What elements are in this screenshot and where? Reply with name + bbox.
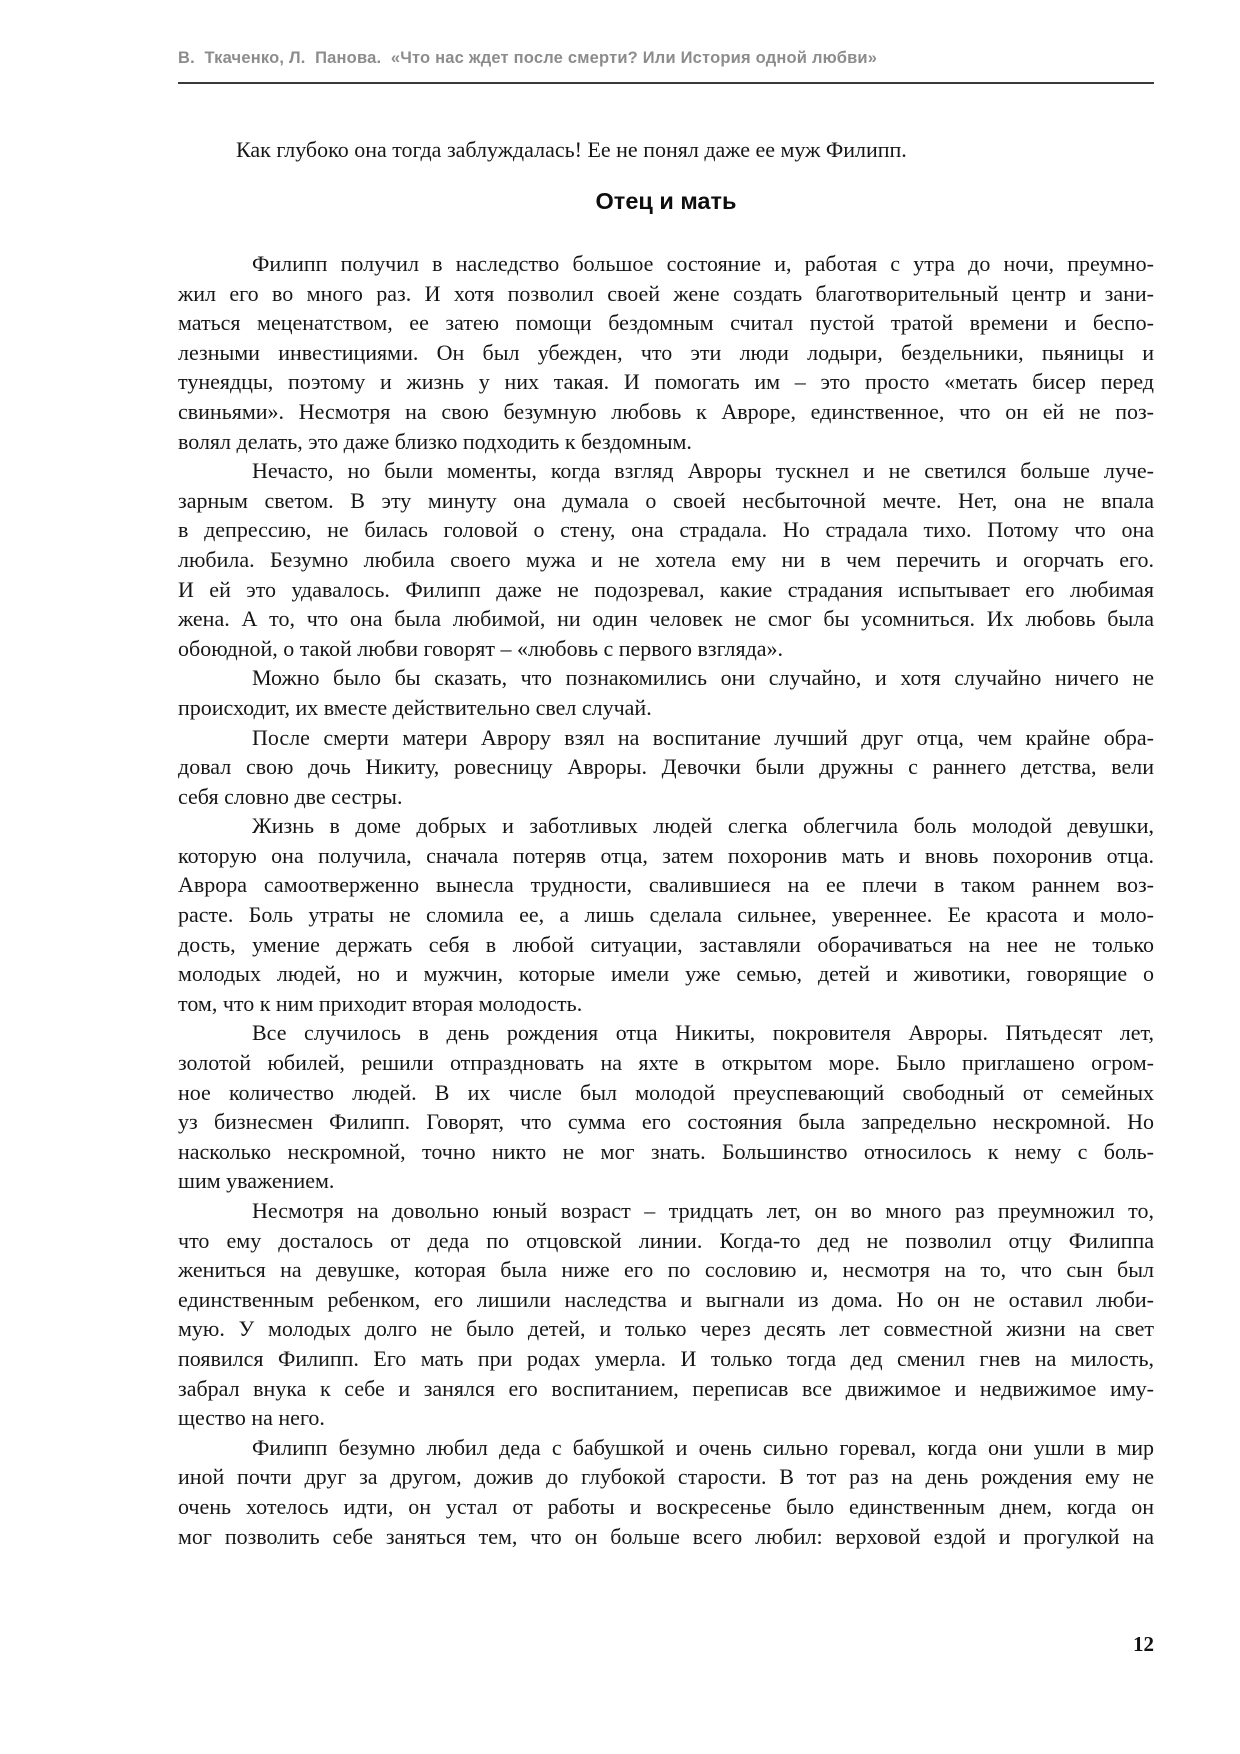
text-line: мую. У молодых долго не было детей, и только через десять лет совместной жизни на свет	[178, 1316, 1154, 1342]
text-block	[178, 0, 1154, 1551]
text-line: шим уважением.	[178, 1168, 335, 1194]
text-line: уз бизнесмен Филипп. Говорят, что сумма его состояния была запредельно нескромной. Но	[178, 1109, 1154, 1135]
text-line: Несмотря на довольно юный возраст – тридцать лет, он во много раз преумножил то,	[252, 1198, 1154, 1223]
paragraph	[178, 1196, 1154, 1433]
text-line: забрал внука к себе и занялся его воспитанием, переписав все движимое и недвижимое иму-	[178, 1375, 1154, 1401]
text-line: Все случилось в день рождения отца Никиты, покровителя Авроры. Пятьдесят лет,	[252, 1020, 1154, 1046]
text-line: довал свою дочь Никиту, ровесницу Авроры. Девочки были дружны с раннего детства, вели	[178, 754, 1154, 780]
body-text	[178, 249, 1154, 1551]
section-heading: Отец и мать	[595, 188, 737, 214]
text-line: маться меценатством, ее затею помощи бездомным считал пустой тратой времени и беспо-	[178, 310, 1154, 336]
text-line: Жизнь в доме добрых и заботливых людей слегка облегчила боль молодой девушки,	[252, 813, 1154, 839]
text-line: себя словно две сестры.	[178, 783, 403, 809]
text-line: которую она получила, сначала потеряв отца, затем похоронив мать и вновь похоронив отца.	[178, 842, 1154, 868]
text-line: жил его во много раз. И хотя позволил своей жене создать благотворительный центр и зани-	[178, 280, 1154, 306]
text-line: волял делать, это даже близко подходить к бездомным.	[178, 428, 692, 454]
text-line: дость, умение держать себя в любой ситуации, заставляли оборачиваться на нее не только	[178, 931, 1154, 957]
text-line: очень хотелось идти, он устал от работы и воскресенье было единственным днем, когда он	[178, 1493, 1154, 1519]
text-line: том, что к ним приходит вторая молодость.	[178, 990, 583, 1016]
text-line: что ему досталось от деда по отцовской линии. Когда-то дед не позволил отцу Филиппа	[178, 1227, 1154, 1253]
text-line: свиньями». Несмотря на свою безумную любовь к Авроре, единственное, что он ей не поз-	[178, 398, 1154, 424]
text-line: ное количество людей. В их числе был молодой преуспевающий свободный от семейных	[178, 1079, 1154, 1105]
text-line: любила. Безумно любила своего мужа и не хотела ему ни в чем перечить и огорчать его.	[178, 546, 1154, 572]
text-line: лезными инвестициями. Он был убежден, что эти люди лодыри, бездельники, пьяницы и	[178, 339, 1154, 365]
paragraph	[178, 811, 1154, 1018]
running-header: В. Ткаченко, Л. Панова. «Что нас ждет после смерти? Или История одной любви»	[178, 49, 878, 67]
text-line: молодых людей, но и мужчин, которые имели уже семью, детей и животики, говорящие о	[178, 961, 1154, 987]
carryover-paragraph-line: Как глубоко она тогда заблуждалась! Ее не понял даже ее муж Филипп.	[236, 137, 907, 162]
text-line: насколько нескромной, точно никто не мог знать. Большинство относилось к нему с боль-	[178, 1138, 1154, 1164]
text-line: Нечасто, но были моменты, когда взгляд Авроры тускнел и не светился больше луче-	[252, 458, 1154, 484]
text-line: в депрессию, не билась головой о стену, она страдала. Но страдала тихо. Потому что она	[178, 517, 1154, 543]
paragraph	[178, 249, 1154, 456]
page-number: 12	[1133, 1632, 1154, 1656]
text-line: расте. Боль утраты не сломила ее, а лишь сделала сильнее, увереннее. Ее красота и моло-	[178, 902, 1154, 928]
text-line: Можно было бы сказать, что познакомились они случайно, и хотя случайно ничего не	[252, 665, 1154, 691]
paragraph	[178, 1433, 1154, 1551]
text-line: тунеядцы, поэтому и жизнь у них такая. И помогать им – это просто «метать бисер перед	[178, 369, 1154, 395]
paragraph	[178, 723, 1154, 812]
text-line: И ей это удавалось. Филипп даже не подозревал, какие страдания испытывает его любимая	[178, 576, 1154, 602]
text-line: После смерти матери Аврору взял на воспитание лучший друг отца, чем крайне обра-	[252, 724, 1154, 750]
text-line: Филипп безумно любил деда с бабушкой и очень сильно горевал, когда они ушли в мир	[252, 1434, 1154, 1460]
text-line: Филипп получил в наследство большое состояние и, работая с утра до ночи, преумно-	[252, 251, 1154, 276]
paragraph	[178, 1018, 1154, 1196]
header-rule	[178, 82, 1154, 84]
text-line: мог позволить себе заняться тем, что он больше всего любил: верховой ездой и прогулкой на	[178, 1523, 1154, 1549]
text-line: Аврора самоотверженно вынесла трудности, свалившиеся на ее плечи в таком раннем воз-	[178, 872, 1154, 898]
text-line: единственным ребенком, его лишили наследства и выгнали из дома. Но он не оставил люби-	[178, 1286, 1154, 1312]
text-line: щество на него.	[178, 1405, 325, 1431]
text-line: жена. А то, что она была любимой, ни один человек не смог бы усомниться. Их любовь была	[178, 606, 1154, 632]
text-line: золотой юбилей, решили отпраздновать на яхте в открытом море. Было приглашено огром-	[178, 1050, 1154, 1076]
text-line: появился Филипп. Его мать при родах умерла. И только тогда дед сменил гнев на милость,	[178, 1345, 1154, 1371]
text-line: жениться на девушке, которая была ниже его по сословию и, несмотря на то, что сын был	[178, 1257, 1154, 1283]
text-line: обоюдной, о такой любви говорят – «любовь с первого взгляда».	[178, 635, 784, 661]
paragraph	[178, 663, 1154, 722]
paragraph	[178, 456, 1154, 663]
text-line: зарным светом. В эту минуту она думала о своей несбыточной мечте. Нет, она не впала	[178, 487, 1154, 513]
text-line: иной почти друг за другом, дожив до глубокой старости. В тот раз на день рождения ему не	[178, 1464, 1154, 1490]
text-line: происходит, их вместе действительно свел случай.	[178, 694, 652, 720]
